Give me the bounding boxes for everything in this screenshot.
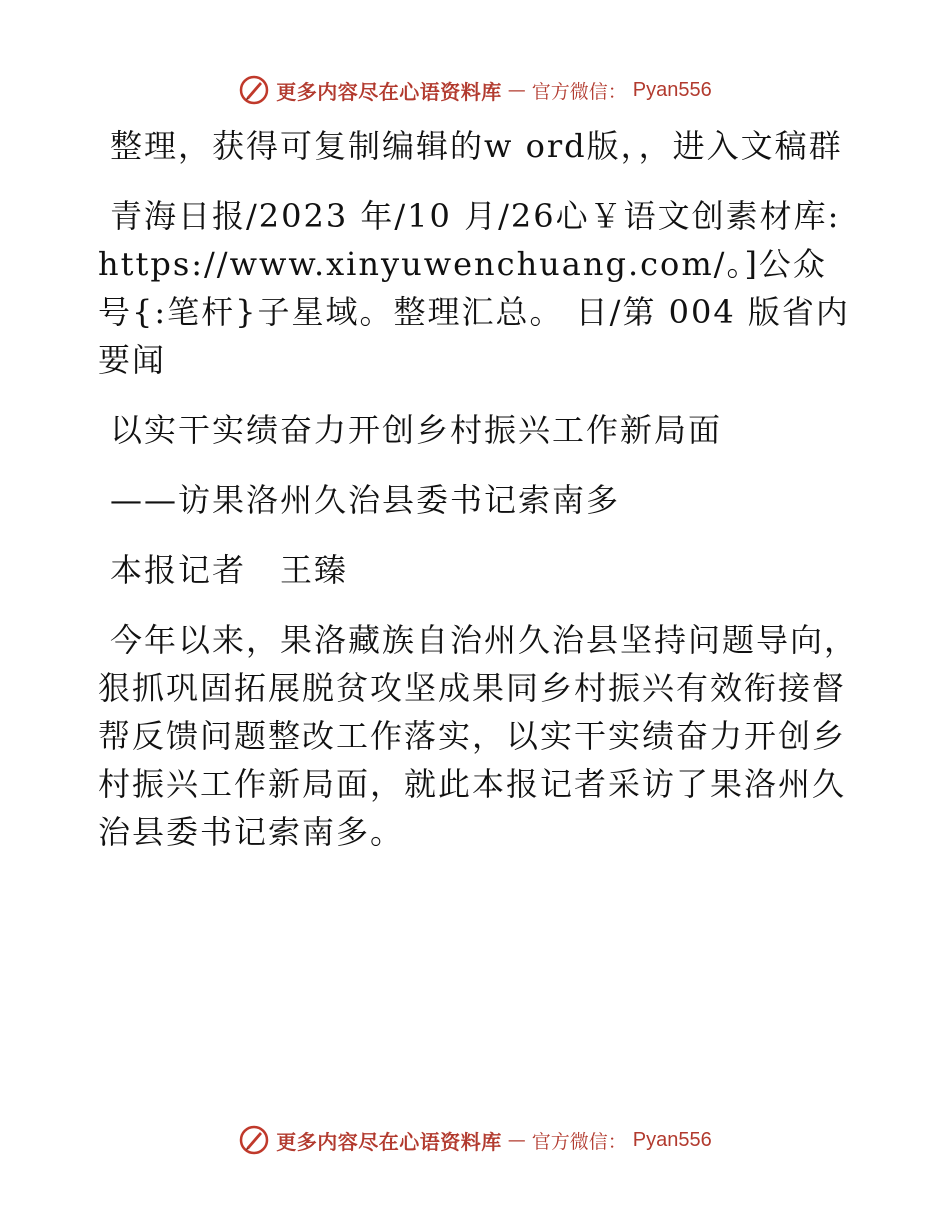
watermark-text: 更多内容尽在心语资料库 [276, 79, 502, 104]
article-title: 以实干实绩奋力开创乡村振兴工作新局面 [110, 411, 723, 449]
watermark-dash: — [507, 79, 526, 101]
document-body [98, 122, 858, 856]
footer-watermark [0, 1120, 950, 1160]
watermark-wechat-id: Pyan556 [632, 1128, 712, 1151]
watermark-official-label: 官方微信： [531, 80, 627, 103]
header-watermark [0, 70, 950, 110]
intro-paragraph: 整理，获得可复制编辑的w ord版，，进入文稿群 [110, 127, 843, 165]
quill-logo-icon [238, 1124, 270, 1156]
article-body-paragraph: 今年以来，果洛藏族自治州久治县坚持问题导向，狠抓巩固拓展脱贫攻坚成果同乡村振兴有效衔接督帮反馈问题整改工作落实，以实干实绩奋力开创乡村振兴工作新局面，就此本报记者采访了果洛州久治县委书记索南多。 [98, 621, 859, 851]
watermark-wechat-id: Pyan556 [632, 78, 712, 101]
article-byline: 本报记者 王臻 [110, 551, 349, 589]
article-subtitle: ——访果洛州久治县委书记索南多 [110, 481, 621, 519]
watermark-text: 更多内容尽在心语资料库 [276, 1129, 502, 1154]
watermark-dash: — [507, 1129, 526, 1151]
quill-logo-icon [238, 74, 270, 106]
watermark-official-label: 官方微信： [531, 1130, 627, 1153]
source-paragraph: 青海日报/2023 年/10 月/26心￥语文创素材库: https://www.xinyuwenchuang.com/。]公众号{:笔杆}子星域。整理汇总。 日/第 004 版省内要闻 [98, 197, 850, 379]
